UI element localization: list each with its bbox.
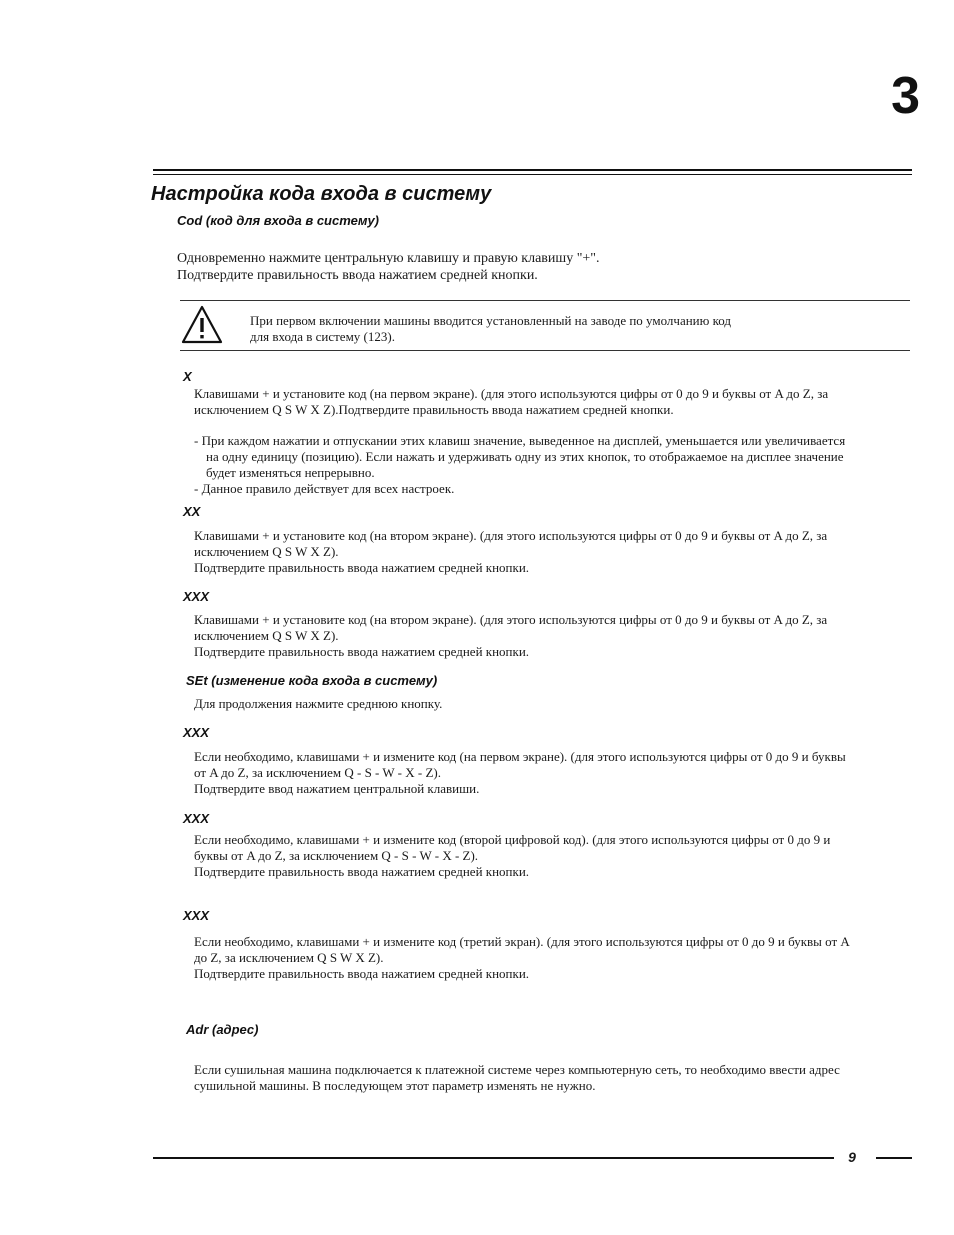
xxx-4-line-3: Подтвердите правильность ввода нажатием средней кнопки. <box>194 966 530 981</box>
xxx-3-paragraph <box>194 832 906 880</box>
x-paragraph <box>194 386 906 418</box>
xxx-2-line-3: Подтвердите ввод нажатием центральной клавиши. <box>194 781 480 796</box>
adr-line-1: Если сушильная машина подключается к платежной системе через компьютерную сеть, то необходимо ввести адрес <box>194 1062 840 1077</box>
x-line-2: исключением Q S W X Z).Подтвердите правильность ввода нажатием средней кнопки. <box>194 402 674 417</box>
x-line-1: Клавишами + и установите код (на первом экране). (для этого используются цифры от 0 до 9 и буквы от A до Z, за <box>194 386 829 401</box>
page-title: Настройка кода входа в систему <box>151 183 492 205</box>
note-bottom-rule <box>180 350 910 351</box>
footer-rule-right <box>876 1157 912 1159</box>
xxx-3-line-1: Если необходимо, клавишами + и измените код (второй цифровой код). (для этого используются цифры от 0 до 9 и <box>194 832 831 847</box>
chapter-number: 3 <box>891 67 920 125</box>
xxx-2-heading: XXX <box>183 725 210 740</box>
note-top-rule <box>180 300 910 301</box>
intro-paragraph <box>177 250 877 284</box>
xxx-1-line-1: Клавишами + и установите код (на втором экране). (для этого используются цифры от 0 до 9 и буквы от A до Z, за <box>194 612 828 627</box>
xxx-1-paragraph <box>194 612 906 660</box>
intro-line-2: Подтвердите правильность ввода нажатием средней кнопки. <box>177 268 538 283</box>
adr-heading: Adr (адрес) <box>186 1022 259 1037</box>
xxx-3-line-3: Подтвердите правильность ввода нажатием средней кнопки. <box>194 864 530 879</box>
set-heading: SEt (изменение кода входа в систему) <box>186 673 438 688</box>
x-bullet-1-line-2: на одну единицу (позицию). Если нажать и удерживать одну из этих кнопок, то отображаемое на дисплее значение <box>206 449 844 464</box>
x-bullet-1-line-3: будет изменяться непрерывно. <box>206 465 375 480</box>
xx-line-2: исключением Q S W X Z). <box>194 544 339 559</box>
note-text <box>250 313 810 345</box>
intro-line-1: Одновременно нажмите центральную клавишу и правую клавишу "+". <box>177 251 600 266</box>
x-bullet-1-line-1: - При каждом нажатии и отпускании этих клавиш значение, выведенное на дисплей, уменьшается или увеличивается <box>194 433 846 448</box>
xxx-1-line-2: исключением Q S W X Z). <box>194 628 339 643</box>
xx-paragraph <box>194 528 906 576</box>
x-bullet-2: - Данное правило действует для всех настроек. <box>194 481 455 496</box>
adr-line-2: сушильной машины. В последующем этот параметр изменять не нужно. <box>194 1078 596 1093</box>
note-line-1: При первом включении машины вводится установленный на заводе по умолчанию код <box>250 313 731 328</box>
xxx-4-line-2: до Z, за исключением Q S W X Z). <box>194 950 384 965</box>
xxx-4-heading: XXX <box>183 908 210 923</box>
adr-paragraph <box>194 1062 906 1094</box>
xxx-1-heading: XXX <box>183 589 210 604</box>
footer-rule-left <box>153 1157 834 1159</box>
xxx-3-line-2: буквы от A до Z, за исключением Q - S - W - X - Z). <box>194 848 479 863</box>
header-rule-thin <box>153 174 912 175</box>
set-line-1: Для продолжения нажмите среднюю кнопку. <box>194 696 443 711</box>
header-rule-thick <box>153 169 912 171</box>
warning-triangle-icon <box>180 304 224 346</box>
xx-line-1: Клавишами + и установите код (на втором экране). (для этого используются цифры от 0 до 9 и буквы от A до Z, за <box>194 528 828 543</box>
xx-heading: XX <box>183 504 201 519</box>
cod-heading: Cod (код для входа в систему) <box>177 213 380 228</box>
xxx-4-paragraph <box>194 934 906 982</box>
xxx-3-heading: XXX <box>183 811 210 826</box>
xxx-2-line-2: от A до Z, за исключением Q - S - W - X - Z). <box>194 765 441 780</box>
page-number: 9 <box>848 1149 856 1165</box>
xxx-2-paragraph <box>194 749 906 797</box>
xxx-4-line-1: Если необходимо, клавишами + и измените код (третий экран). (для этого используются цифры от 0 до 9 и буквы от A <box>194 934 850 949</box>
xxx-1-line-3: Подтвердите правильность ввода нажатием средней кнопки. <box>194 644 530 659</box>
x-bullets <box>194 433 906 497</box>
set-paragraph <box>194 696 906 712</box>
xxx-2-line-1: Если необходимо, клавишами + и измените код (на первом экране). (для этого используются цифры от 0 до 9 и буквы <box>194 749 846 764</box>
x-heading: X <box>183 369 192 384</box>
xx-line-3: Подтвердите правильность ввода нажатием средней кнопки. <box>194 560 530 575</box>
note-line-2: для входа в систему (123). <box>250 329 395 344</box>
